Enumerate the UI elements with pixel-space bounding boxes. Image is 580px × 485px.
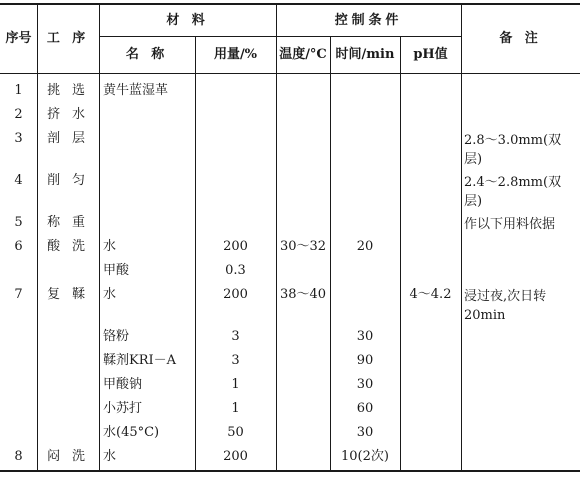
row-temp — [276, 421, 330, 443]
row-ph — [400, 325, 461, 347]
row-process — [37, 421, 99, 443]
row-time — [330, 79, 400, 101]
row-time — [330, 103, 400, 125]
row-temp — [276, 103, 330, 125]
row-dose: 1 — [231, 400, 240, 416]
row-process — [37, 325, 99, 347]
row-ph — [400, 79, 461, 101]
header-remark: 备 注 — [499, 31, 542, 46]
row-ph — [400, 127, 461, 149]
row-temp — [276, 397, 330, 419]
bottom-rule — [0, 470, 580, 472]
row-temp — [276, 445, 330, 467]
row-seq: 5 — [14, 214, 23, 230]
row-dose — [195, 211, 276, 233]
row-seq — [0, 421, 37, 443]
row-time: 30 — [356, 424, 374, 440]
row-time: 30 — [356, 376, 374, 392]
row-material: 水(45°C) — [103, 424, 160, 440]
col-divider-6 — [400, 36, 401, 471]
col-divider-7 — [461, 4, 462, 471]
header-time: 时间/min — [335, 47, 395, 62]
row-temp — [276, 127, 330, 149]
row-process — [37, 373, 99, 395]
row-process — [37, 259, 99, 281]
row-seq — [0, 397, 37, 419]
row-remark: 2.4～2.8mm(双层) — [464, 175, 562, 209]
col-divider-1 — [37, 4, 38, 471]
row-material — [103, 127, 195, 149]
row-material: 水 — [103, 238, 117, 254]
row-ph — [400, 349, 461, 371]
row-dose: 50 — [227, 424, 244, 440]
row-temp — [276, 169, 330, 191]
row-process: 称 重 — [47, 214, 89, 230]
top-rule — [0, 3, 580, 5]
header-control: 控制条件 — [334, 12, 403, 28]
row-dose: 3 — [231, 328, 240, 344]
row-seq: 1 — [14, 82, 23, 98]
row-time — [330, 259, 400, 281]
row-time: 60 — [356, 400, 374, 416]
row-ph — [400, 421, 461, 443]
row-time: 90 — [356, 352, 374, 368]
row-material: 黄牛蓝湿革 — [103, 82, 169, 98]
col-divider-3 — [195, 36, 196, 471]
header-seq: 序号 — [5, 31, 32, 46]
row-dose — [195, 79, 276, 101]
row-temp — [276, 373, 330, 395]
row-seq — [0, 259, 37, 281]
row-process: 复 鞣 — [47, 286, 89, 302]
row-remark — [464, 445, 578, 485]
row-temp — [276, 349, 330, 371]
row-time: 30 — [356, 328, 374, 344]
row-process: 挤 水 — [47, 106, 89, 122]
row-remark: 2.8～3.0mm(双层) — [464, 133, 562, 167]
row-process: 削 匀 — [47, 172, 89, 188]
row-seq — [0, 325, 37, 347]
row-process: 剖 层 — [47, 130, 89, 146]
row-time: 20 — [356, 238, 374, 254]
row-temp — [276, 325, 330, 347]
col-divider-5 — [330, 36, 331, 471]
row-material: 铬粉 — [103, 328, 130, 344]
row-process — [37, 397, 99, 419]
row-dose: 200 — [223, 238, 248, 254]
row-temp — [276, 211, 330, 233]
header-name: 名 称 — [125, 47, 169, 62]
row-material — [103, 169, 195, 191]
row-ph — [400, 235, 461, 257]
header-ph: pH值 — [413, 47, 448, 62]
row-remark: 浸过夜,次日转20min — [464, 289, 547, 323]
row-material — [103, 211, 195, 233]
header-process: 工 序 — [46, 31, 90, 46]
header-bottom-rule — [0, 73, 580, 74]
row-ph — [400, 211, 461, 233]
row-ph: 4～4.2 — [409, 286, 452, 302]
row-ph — [400, 259, 461, 281]
row-time — [330, 283, 400, 305]
row-temp — [276, 259, 330, 281]
row-seq: 4 — [14, 172, 23, 188]
row-dose: 200 — [223, 448, 248, 464]
row-dose: 3 — [231, 352, 240, 368]
row-ph — [400, 373, 461, 395]
row-temp — [276, 79, 330, 101]
row-ph — [400, 445, 461, 467]
row-seq: 3 — [14, 130, 23, 146]
row-material: 小苏打 — [103, 400, 143, 416]
col-divider-4 — [276, 4, 277, 471]
row-process: 挑 选 — [47, 82, 89, 98]
row-seq — [0, 373, 37, 395]
header-temp: 温度/°C — [279, 47, 327, 62]
row-seq: 2 — [14, 106, 23, 122]
row-ph — [400, 397, 461, 419]
row-material: 甲酸钠 — [103, 376, 143, 392]
row-dose — [195, 103, 276, 125]
col-divider-2 — [99, 4, 100, 471]
row-dose: 200 — [223, 286, 248, 302]
row-time — [330, 211, 400, 233]
row-time — [330, 169, 400, 191]
row-ph — [400, 103, 461, 125]
row-process — [37, 349, 99, 371]
row-dose: 0.3 — [225, 262, 246, 278]
header-materials: 材 料 — [166, 12, 209, 28]
row-dose — [195, 169, 276, 191]
row-process: 酸 洗 — [47, 238, 89, 254]
row-temp: 38～40 — [279, 286, 327, 302]
row-dose: 1 — [231, 376, 240, 392]
row-seq: 7 — [14, 286, 23, 302]
row-dose — [195, 127, 276, 149]
row-seq: 6 — [14, 238, 23, 254]
row-seq: 8 — [14, 448, 23, 464]
row-material: 甲酸 — [103, 262, 130, 278]
row-remark: 作以下用料依据 — [464, 217, 556, 232]
row-seq — [0, 349, 37, 371]
row-temp: 30～32 — [279, 238, 327, 254]
row-ph — [400, 169, 461, 191]
row-material — [103, 103, 195, 125]
row-material: 水 — [103, 448, 117, 464]
row-time: 10(2次) — [341, 448, 389, 464]
row-material: 水 — [103, 286, 117, 302]
header-dose: 用量/% — [213, 47, 258, 62]
header-mid-rule — [99, 36, 461, 37]
row-material: 鞣剂KRI－A — [103, 352, 177, 368]
row-process: 闷 洗 — [47, 448, 89, 464]
row-time — [330, 127, 400, 149]
